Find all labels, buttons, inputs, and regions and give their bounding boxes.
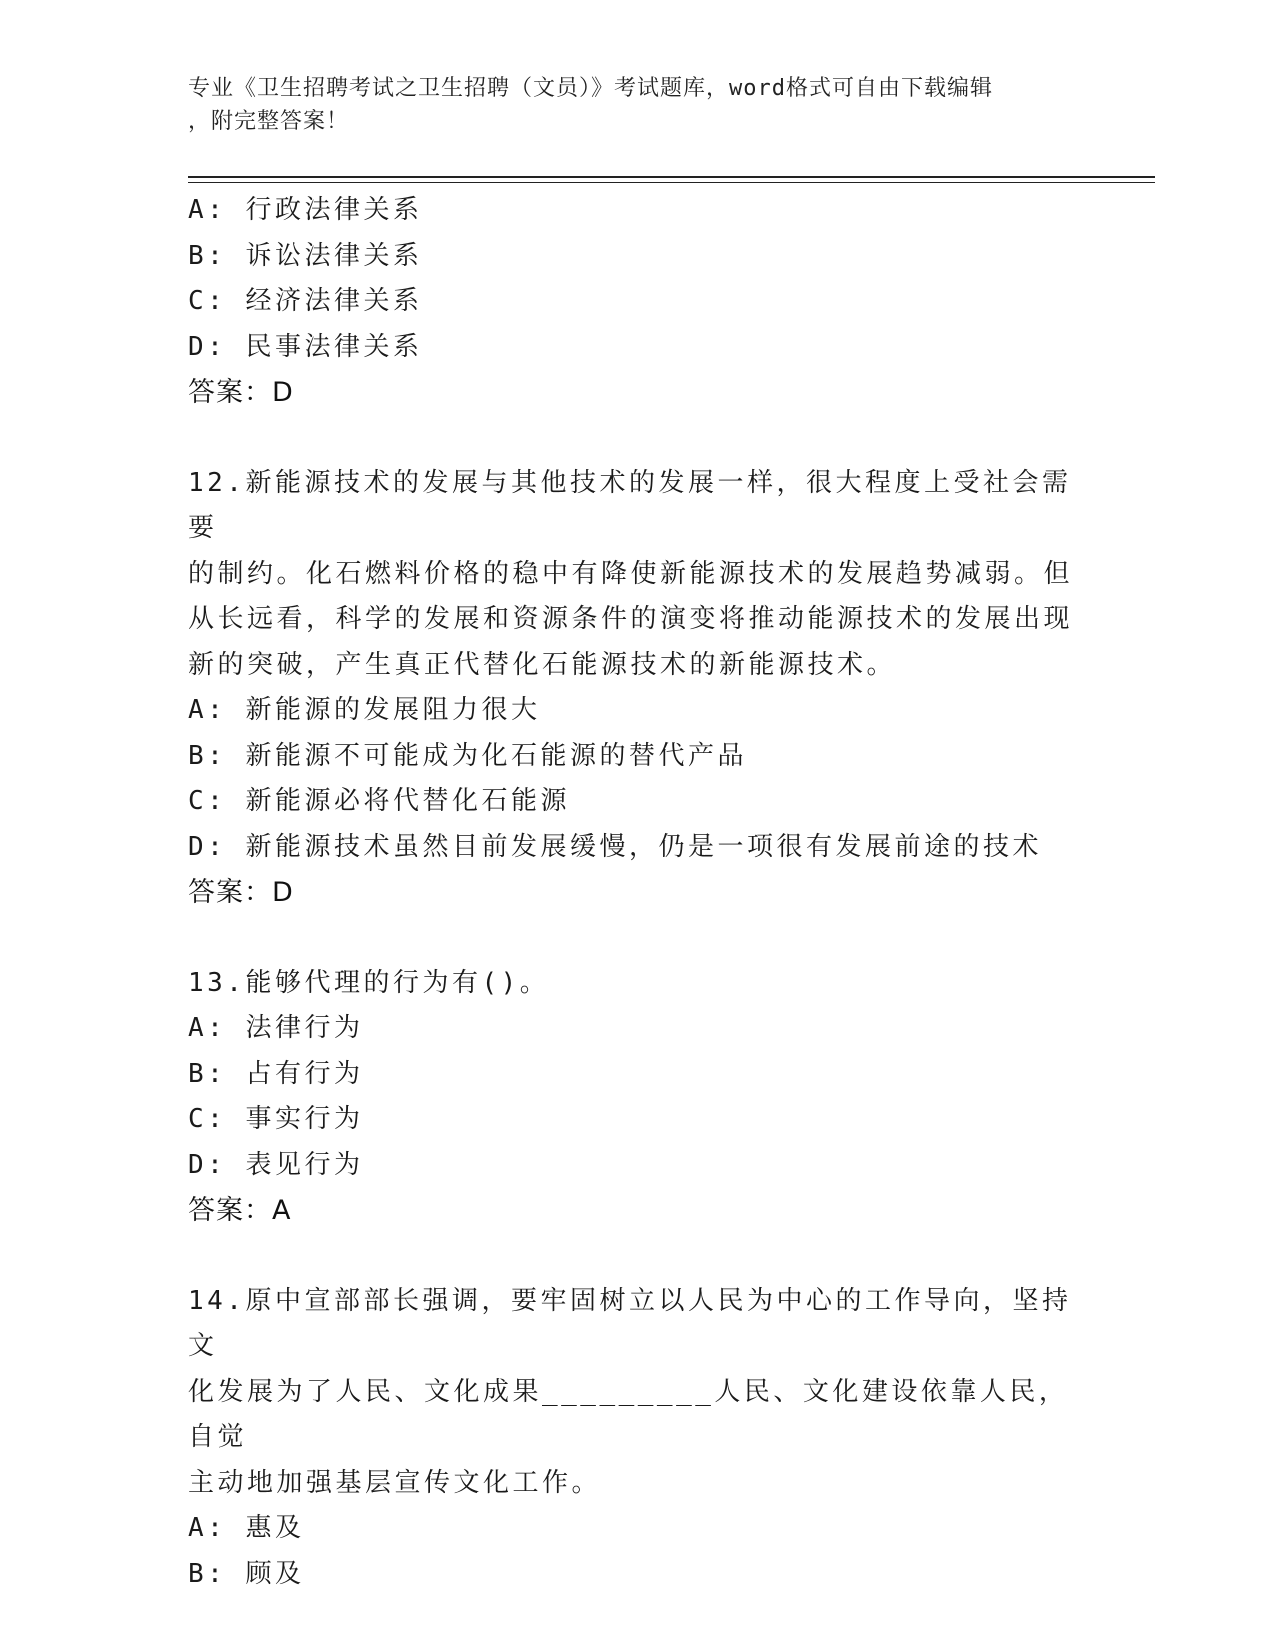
option-c: C: 事实行为 <box>188 1104 364 1134</box>
answer-line: 答案：D <box>188 377 294 408</box>
header-divider-thin <box>188 182 1155 183</box>
question-stem <box>188 961 1088 1007</box>
answer-line: 答案：A <box>188 1195 292 1226</box>
question-stem <box>188 461 1088 689</box>
spacer <box>188 1234 1088 1279</box>
option-c: C: 新能源必将代替化石能源 <box>188 786 570 816</box>
stem-line: 主动地加强基层宣传文化工作。 <box>188 1467 602 1498</box>
question-11 <box>188 188 1088 416</box>
answer-line: 答案：D <box>188 877 294 908</box>
question-14 <box>188 1279 1088 1598</box>
stem-line: 12.新能源技术的发展与其他技术的发展一样，很大程度上受社会需要 <box>188 467 1072 543</box>
option-a: A: 法律行为 <box>188 1013 364 1043</box>
question-stem <box>188 1279 1088 1507</box>
stem-line: 的制约。化石燃料价格的稳中有降使新能源技术的发展趋势减弱。但 <box>188 558 1074 589</box>
spacer <box>188 916 1088 961</box>
spacer <box>188 416 1088 461</box>
stem-line: 化发展为了人民、文化成果_________人民、文化建设依靠人民，自觉 <box>188 1376 1069 1452</box>
option-b: B: 占有行为 <box>188 1058 364 1089</box>
stem-line: 从长远看，科学的发展和资源条件的演变将推动能源技术的发展出现 <box>188 604 1074 634</box>
question-13 <box>188 961 1088 1234</box>
document-header <box>188 72 1088 138</box>
option-d: D: 民事法律关系 <box>188 331 423 362</box>
option-b: B: 新能源不可能成为化石能源的替代产品 <box>188 740 747 771</box>
stem-line: 新的突破，产生真正代替化石能源技术的新能源技术。 <box>188 649 897 680</box>
stem-line: 13.能够代理的行为有()。 <box>188 967 550 998</box>
option-b: B: 顾及 <box>188 1558 305 1589</box>
header-line-1: 专业《卫生招聘考试之卫生招聘（文员）》考试题库，word格式可自由下载编辑 <box>188 76 993 101</box>
option-d: D: 表见行为 <box>188 1149 364 1180</box>
option-c: C: 经济法律关系 <box>188 286 423 316</box>
option-a: A: 惠及 <box>188 1513 305 1543</box>
question-list <box>188 188 1088 1597</box>
option-a: A: 行政法律关系 <box>188 195 423 225</box>
header-divider-thick <box>188 176 1155 178</box>
option-a: A: 新能源的发展阻力很大 <box>188 695 541 725</box>
option-b: B: 诉讼法律关系 <box>188 240 423 271</box>
option-d: D: 新能源技术虽然目前发展缓慢，仍是一项很有发展前途的技术 <box>188 831 1042 862</box>
header-line-2: ，附完整答案！ <box>188 109 350 134</box>
question-12 <box>188 461 1088 916</box>
stem-line: 14.原中宣部部长强调，要牢固树立以人民为中心的工作导向，坚持文 <box>188 1285 1072 1361</box>
